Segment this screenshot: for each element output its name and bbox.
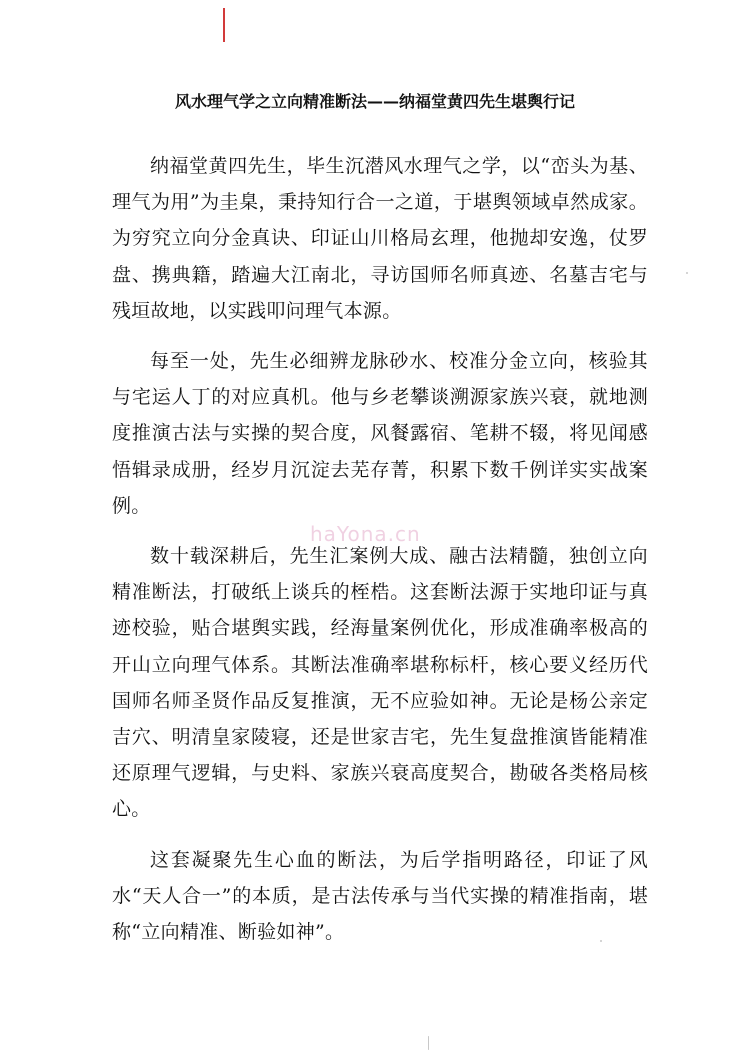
document-title: 风水理气学之立向精准断法——纳福堂黄四先生堪舆行记 [174, 92, 575, 111]
document-body [112, 148, 648, 964]
watermark: haYona.cn [310, 522, 421, 546]
paragraph: 这套凝聚先生心血的断法，为后学指明路径，印证了风水“天人合一”的本质，是古法传承与当代实操的精准指南，堪称“立向精准、断验如神”。 [112, 848, 648, 944]
scan-speck [428, 1036, 429, 1050]
paragraph: 数十载深耕后，先生汇案例大成、融古法精髓，独创立向精准断法，打破纸上谈兵的桎梏。这套断法源于实地印证与真迹校验，贴合堪舆实践，经海量案例优化，形成准确率极高的开山立向理气体系。其断法准确率堪称标杆，核心要义经历代国师名师圣贤作品反复推演，无不应验如神。无论是杨公亲定吉穴、明清皇家陵寝，还是世家吉宅，先生复盘推演皆能精准还原理气逻辑，与史料、家族兴衰高度契合，勘破各类格局核心。 [112, 545, 648, 821]
paragraph: 每至一处，先生必细辨龙脉砂水、校准分金立向，核验其与宅运人丁的对应真机。他与乡老攀谈溯源家族兴衰，就地测度推演古法与实操的契合度，风餐露宿、笔耕不辍，将见闻感悟辑录成册，经岁月沉淀去芜存菁，积累下数千例详实实战案例。 [112, 350, 648, 517]
scan-speck [686, 272, 688, 274]
red-ink-mark [223, 8, 225, 42]
paragraph: 纳福堂黄四先生，毕生沉潜风水理气之学，以“峦头为基、理气为用”为圭臬，秉持知行合一之道，于堪舆领域卓然成家。为穷究立向分金真诀、印证山川格局玄理，他抛却安逸，仗罗盘、携典籍，踏遍大江南北，寻访国师名师真迹、名墓吉宅与残垣故地，以实践叩问理气本源。 [112, 155, 648, 322]
